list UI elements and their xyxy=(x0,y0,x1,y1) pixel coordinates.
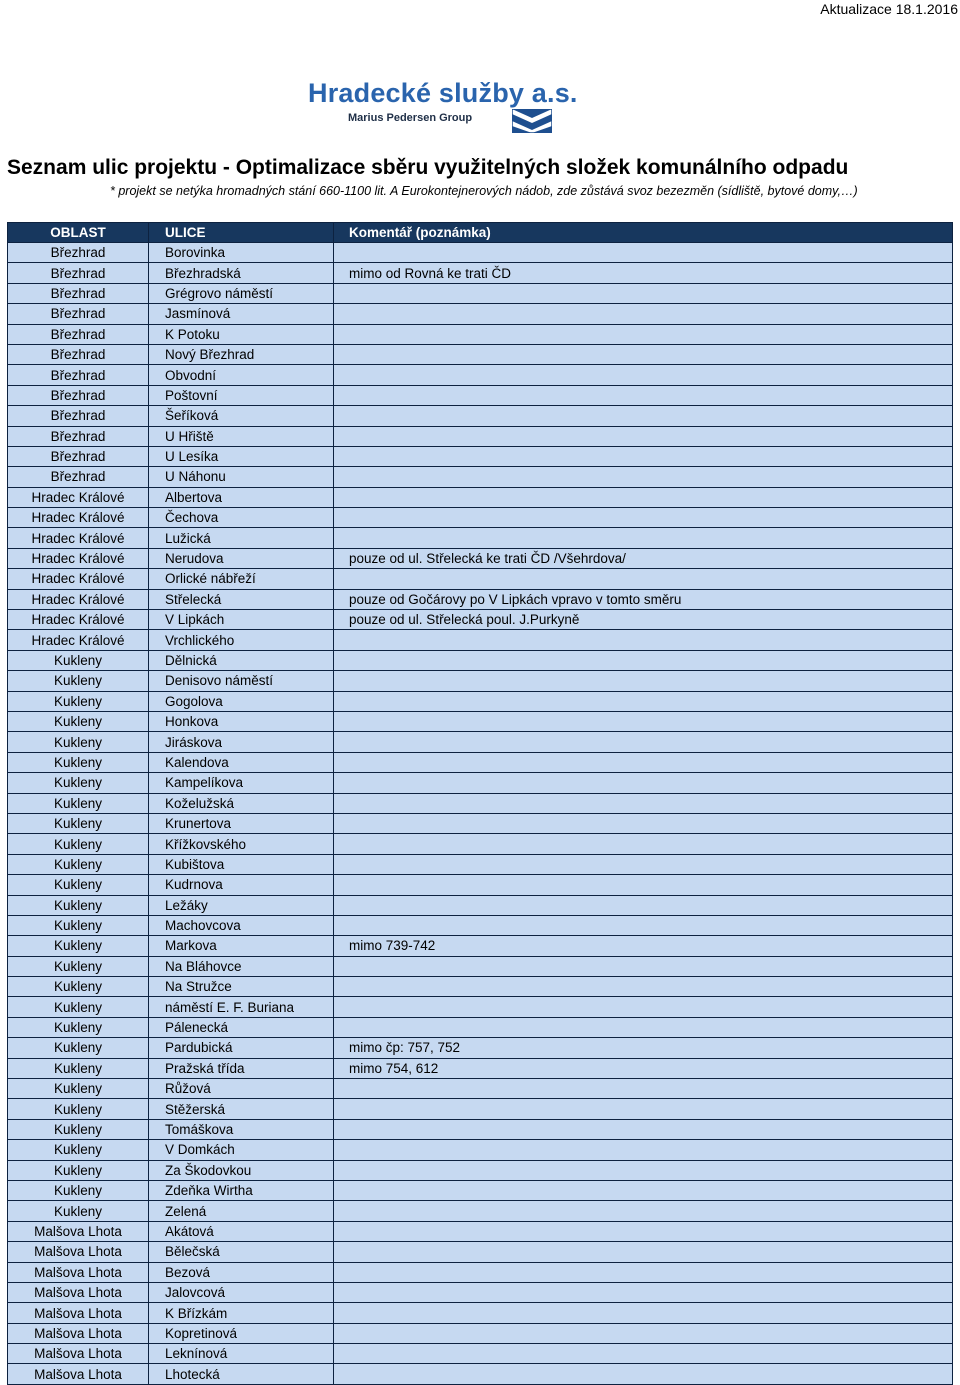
cell-street: Čechova xyxy=(149,508,334,528)
cell-street: Kubištova xyxy=(149,854,334,874)
company-logo xyxy=(308,78,598,134)
cell-street: Bezová xyxy=(149,1262,334,1282)
table-row xyxy=(8,1160,953,1180)
cell-note xyxy=(334,1262,953,1282)
cell-note xyxy=(334,1221,953,1241)
cell-note xyxy=(334,691,953,711)
table-row xyxy=(8,1017,953,1037)
cell-area: Malšova Lhota xyxy=(8,1221,149,1241)
cell-area: Kukleny xyxy=(8,895,149,915)
column-header-area: OBLAST xyxy=(8,223,149,243)
table-row xyxy=(8,283,953,303)
cell-area: Kukleny xyxy=(8,711,149,731)
table-row xyxy=(8,406,953,426)
cell-note xyxy=(334,467,953,487)
table-row xyxy=(8,243,953,263)
cell-street: Křížkovského xyxy=(149,834,334,854)
cell-note xyxy=(334,487,953,507)
cell-area: Kukleny xyxy=(8,997,149,1017)
cell-note xyxy=(334,1119,953,1139)
cell-area: Malšova Lhota xyxy=(8,1323,149,1343)
table-row xyxy=(8,854,953,874)
table-row xyxy=(8,834,953,854)
page-subtitle: * projekt se netýka hromadných stání 660-1100 lit. A Eurokontejnerových nádob, zde zůstává svoz bezezměn (sídliště, bytové domy,…) xyxy=(110,184,858,198)
cell-area: Hradec Králové xyxy=(8,548,149,568)
cell-area: Kukleny xyxy=(8,1160,149,1180)
table-row xyxy=(8,895,953,915)
cell-note xyxy=(334,671,953,691)
cell-street: Krunertova xyxy=(149,813,334,833)
cell-street: Nový Březhrad xyxy=(149,344,334,364)
cell-street: Březhradská xyxy=(149,263,334,283)
cell-area: Březhrad xyxy=(8,344,149,364)
cell-note xyxy=(334,956,953,976)
cell-area: Březhrad xyxy=(8,324,149,344)
table-body xyxy=(8,243,953,1385)
cell-area: Kukleny xyxy=(8,854,149,874)
table-row xyxy=(8,508,953,528)
cell-note xyxy=(334,426,953,446)
cell-note: pouze od ul. Střelecká ke trati ČD /Všehrdova/ xyxy=(334,548,953,568)
cell-area: Malšova Lhota xyxy=(8,1344,149,1364)
cell-area: Kukleny xyxy=(8,1038,149,1058)
cell-area: Kukleny xyxy=(8,875,149,895)
table-row xyxy=(8,1303,953,1323)
cell-note xyxy=(334,283,953,303)
cell-street: Obvodní xyxy=(149,365,334,385)
cell-note: pouze od ul. Střelecká poul. J.Purkyně xyxy=(334,610,953,630)
cell-area: Malšova Lhota xyxy=(8,1364,149,1384)
table-row xyxy=(8,711,953,731)
cell-note xyxy=(334,977,953,997)
cell-note xyxy=(334,324,953,344)
cell-note xyxy=(334,834,953,854)
cell-street: Machovcova xyxy=(149,915,334,935)
table-row xyxy=(8,1099,953,1119)
cell-street: Zelená xyxy=(149,1201,334,1221)
table-row xyxy=(8,1201,953,1221)
cell-note xyxy=(334,915,953,935)
table-row xyxy=(8,426,953,446)
cell-note xyxy=(334,630,953,650)
table-row xyxy=(8,1344,953,1364)
cell-area: Březhrad xyxy=(8,283,149,303)
cell-area: Březhrad xyxy=(8,446,149,466)
table-row xyxy=(8,385,953,405)
cell-street: Kudrnova xyxy=(149,875,334,895)
cell-street: Dělnická xyxy=(149,650,334,670)
cell-note xyxy=(334,1364,953,1384)
cell-area: Kukleny xyxy=(8,671,149,691)
table-row xyxy=(8,365,953,385)
cell-area: Kukleny xyxy=(8,1017,149,1037)
cell-note xyxy=(334,793,953,813)
cell-note: pouze od Gočárovy po V Lipkách vpravo v tomto směru xyxy=(334,589,953,609)
table-row xyxy=(8,936,953,956)
cell-area: Kukleny xyxy=(8,1180,149,1200)
cell-street: K Potoku xyxy=(149,324,334,344)
table-row xyxy=(8,1242,953,1262)
cell-note: mimo 754, 612 xyxy=(334,1058,953,1078)
cell-street: U Hřiště xyxy=(149,426,334,446)
table-row xyxy=(8,304,953,324)
cell-area: Kukleny xyxy=(8,1119,149,1139)
cell-area: Malšova Lhota xyxy=(8,1303,149,1323)
cell-note xyxy=(334,569,953,589)
cell-area: Březhrad xyxy=(8,385,149,405)
cell-street: K Břízkám xyxy=(149,1303,334,1323)
cell-area: Hradec Králové xyxy=(8,487,149,507)
flag-icon xyxy=(512,109,552,133)
cell-note xyxy=(334,365,953,385)
cell-street: V Domkách xyxy=(149,1140,334,1160)
table-row xyxy=(8,467,953,487)
cell-note xyxy=(334,304,953,324)
cell-area: Kukleny xyxy=(8,915,149,935)
cell-street: Ležáky xyxy=(149,895,334,915)
cell-street: Lhotecká xyxy=(149,1364,334,1384)
cell-street: Pražská třída xyxy=(149,1058,334,1078)
table-header-row xyxy=(8,223,953,243)
cell-area: Kukleny xyxy=(8,977,149,997)
cell-note xyxy=(334,1344,953,1364)
column-header-note: Komentář (poznámka) xyxy=(334,223,953,243)
cell-note xyxy=(334,1303,953,1323)
table-row xyxy=(8,732,953,752)
table-row xyxy=(8,1282,953,1302)
cell-note xyxy=(334,406,953,426)
cell-street: Bělečská xyxy=(149,1242,334,1262)
table-row xyxy=(8,1180,953,1200)
cell-street: Pardubická xyxy=(149,1038,334,1058)
cell-note xyxy=(334,446,953,466)
cell-area: Kukleny xyxy=(8,813,149,833)
cell-note xyxy=(334,732,953,752)
cell-street: Kalendova xyxy=(149,752,334,772)
table-row xyxy=(8,977,953,997)
cell-area: Březhrad xyxy=(8,263,149,283)
cell-street: Albertova xyxy=(149,487,334,507)
table-row xyxy=(8,956,953,976)
cell-area: Kukleny xyxy=(8,1099,149,1119)
cell-note xyxy=(334,1201,953,1221)
cell-area: Březhrad xyxy=(8,406,149,426)
cell-street: Vrchlického xyxy=(149,630,334,650)
cell-note xyxy=(334,508,953,528)
cell-area: Hradec Králové xyxy=(8,610,149,630)
table-row xyxy=(8,1221,953,1241)
cell-street: Jalovcová xyxy=(149,1282,334,1302)
cell-area: Kukleny xyxy=(8,732,149,752)
table-row xyxy=(8,691,953,711)
table-row xyxy=(8,630,953,650)
cell-note xyxy=(334,854,953,874)
cell-note xyxy=(334,1079,953,1099)
table-row xyxy=(8,446,953,466)
cell-street: Grégrovo náměstí xyxy=(149,283,334,303)
cell-note xyxy=(334,1323,953,1343)
cell-note xyxy=(334,773,953,793)
table-row xyxy=(8,528,953,548)
cell-street: U Náhonu xyxy=(149,467,334,487)
cell-street: Kampelíkova xyxy=(149,773,334,793)
cell-street: Leknínová xyxy=(149,1344,334,1364)
table-row xyxy=(8,650,953,670)
page-title: Seznam ulic projektu - Optimalizace sběru využitelných složek komunálního odpadu xyxy=(7,156,849,179)
street-table xyxy=(7,222,953,1385)
cell-street: Koželužská xyxy=(149,793,334,813)
table-row xyxy=(8,610,953,630)
table-row xyxy=(8,324,953,344)
cell-street: Nerudova xyxy=(149,548,334,568)
cell-note xyxy=(334,1282,953,1302)
column-header-street: ULICE xyxy=(149,223,334,243)
cell-note xyxy=(334,243,953,263)
cell-area: Kukleny xyxy=(8,1058,149,1078)
cell-street: Šeříková xyxy=(149,406,334,426)
cell-note xyxy=(334,1099,953,1119)
cell-note xyxy=(334,997,953,1017)
cell-street: Na Stružce xyxy=(149,977,334,997)
cell-note xyxy=(334,752,953,772)
table-row xyxy=(8,1323,953,1343)
cell-street: Zdeňka Wirtha xyxy=(149,1180,334,1200)
cell-street: Stěžerská xyxy=(149,1099,334,1119)
table-row xyxy=(8,1364,953,1384)
table-row xyxy=(8,1262,953,1282)
cell-note: mimo od Rovná ke trati ČD xyxy=(334,263,953,283)
table-row xyxy=(8,671,953,691)
cell-note xyxy=(334,711,953,731)
cell-street: Růžová xyxy=(149,1079,334,1099)
cell-note xyxy=(334,895,953,915)
cell-note xyxy=(334,1242,953,1262)
cell-street: Denisovo náměstí xyxy=(149,671,334,691)
cell-note xyxy=(334,650,953,670)
cell-area: Kukleny xyxy=(8,773,149,793)
cell-street: náměstí E. F. Buriana xyxy=(149,997,334,1017)
cell-note xyxy=(334,344,953,364)
cell-street: Jasmínová xyxy=(149,304,334,324)
cell-area: Kukleny xyxy=(8,956,149,976)
table-row xyxy=(8,752,953,772)
table-row xyxy=(8,1079,953,1099)
table-row xyxy=(8,773,953,793)
cell-area: Kukleny xyxy=(8,650,149,670)
logo-name: Hradecké služby a.s. xyxy=(308,78,578,108)
table-row xyxy=(8,548,953,568)
table-row xyxy=(8,1140,953,1160)
cell-note xyxy=(334,813,953,833)
table-row xyxy=(8,589,953,609)
cell-area: Kukleny xyxy=(8,752,149,772)
cell-street: Jiráskova xyxy=(149,732,334,752)
cell-street: Poštovní xyxy=(149,385,334,405)
cell-area: Malšova Lhota xyxy=(8,1282,149,1302)
table-row xyxy=(8,1058,953,1078)
cell-street: V Lipkách xyxy=(149,610,334,630)
cell-area: Kukleny xyxy=(8,834,149,854)
table-row xyxy=(8,344,953,364)
cell-area: Hradec Králové xyxy=(8,589,149,609)
cell-street: Za Škodovkou xyxy=(149,1160,334,1180)
cell-street: Lužická xyxy=(149,528,334,548)
cell-area: Březhrad xyxy=(8,304,149,324)
cell-street: Pálenecká xyxy=(149,1017,334,1037)
cell-street: Orlické nábřeží xyxy=(149,569,334,589)
table-row xyxy=(8,263,953,283)
cell-street: Tomáškova xyxy=(149,1119,334,1139)
cell-area: Kukleny xyxy=(8,1140,149,1160)
cell-note: mimo 739-742 xyxy=(334,936,953,956)
cell-street: Gogolova xyxy=(149,691,334,711)
table-row xyxy=(8,875,953,895)
cell-area: Hradec Králové xyxy=(8,630,149,650)
update-date: Aktualizace 18.1.2016 xyxy=(820,1,958,17)
cell-note xyxy=(334,1140,953,1160)
cell-area: Hradec Králové xyxy=(8,508,149,528)
cell-area: Kukleny xyxy=(8,793,149,813)
cell-street: U Lesíka xyxy=(149,446,334,466)
cell-area: Březhrad xyxy=(8,365,149,385)
cell-area: Březhrad xyxy=(8,426,149,446)
cell-street: Honkova xyxy=(149,711,334,731)
logo-subtitle: Marius Pedersen Group xyxy=(348,112,473,124)
cell-street: Markova xyxy=(149,936,334,956)
cell-area: Kukleny xyxy=(8,936,149,956)
cell-street: Střelecká xyxy=(149,589,334,609)
table-row xyxy=(8,1119,953,1139)
cell-area: Hradec Králové xyxy=(8,528,149,548)
table-row xyxy=(8,793,953,813)
table-row xyxy=(8,487,953,507)
table-row xyxy=(8,813,953,833)
table-row xyxy=(8,1038,953,1058)
cell-street: Kopretinová xyxy=(149,1323,334,1343)
cell-note: mimo čp: 757, 752 xyxy=(334,1038,953,1058)
cell-area: Kukleny xyxy=(8,1079,149,1099)
table-row xyxy=(8,997,953,1017)
cell-note xyxy=(334,875,953,895)
cell-area: Hradec Králové xyxy=(8,569,149,589)
cell-area: Kukleny xyxy=(8,691,149,711)
cell-note xyxy=(334,385,953,405)
table-row xyxy=(8,569,953,589)
cell-area: Malšova Lhota xyxy=(8,1242,149,1262)
cell-note xyxy=(334,1180,953,1200)
cell-street: Na Bláhovce xyxy=(149,956,334,976)
cell-note xyxy=(334,528,953,548)
cell-street: Borovinka xyxy=(149,243,334,263)
cell-area: Březhrad xyxy=(8,467,149,487)
cell-area: Březhrad xyxy=(8,243,149,263)
cell-note xyxy=(334,1160,953,1180)
cell-area: Kukleny xyxy=(8,1201,149,1221)
cell-area: Malšova Lhota xyxy=(8,1262,149,1282)
cell-street: Akátová xyxy=(149,1221,334,1241)
cell-note xyxy=(334,1017,953,1037)
table-row xyxy=(8,915,953,935)
